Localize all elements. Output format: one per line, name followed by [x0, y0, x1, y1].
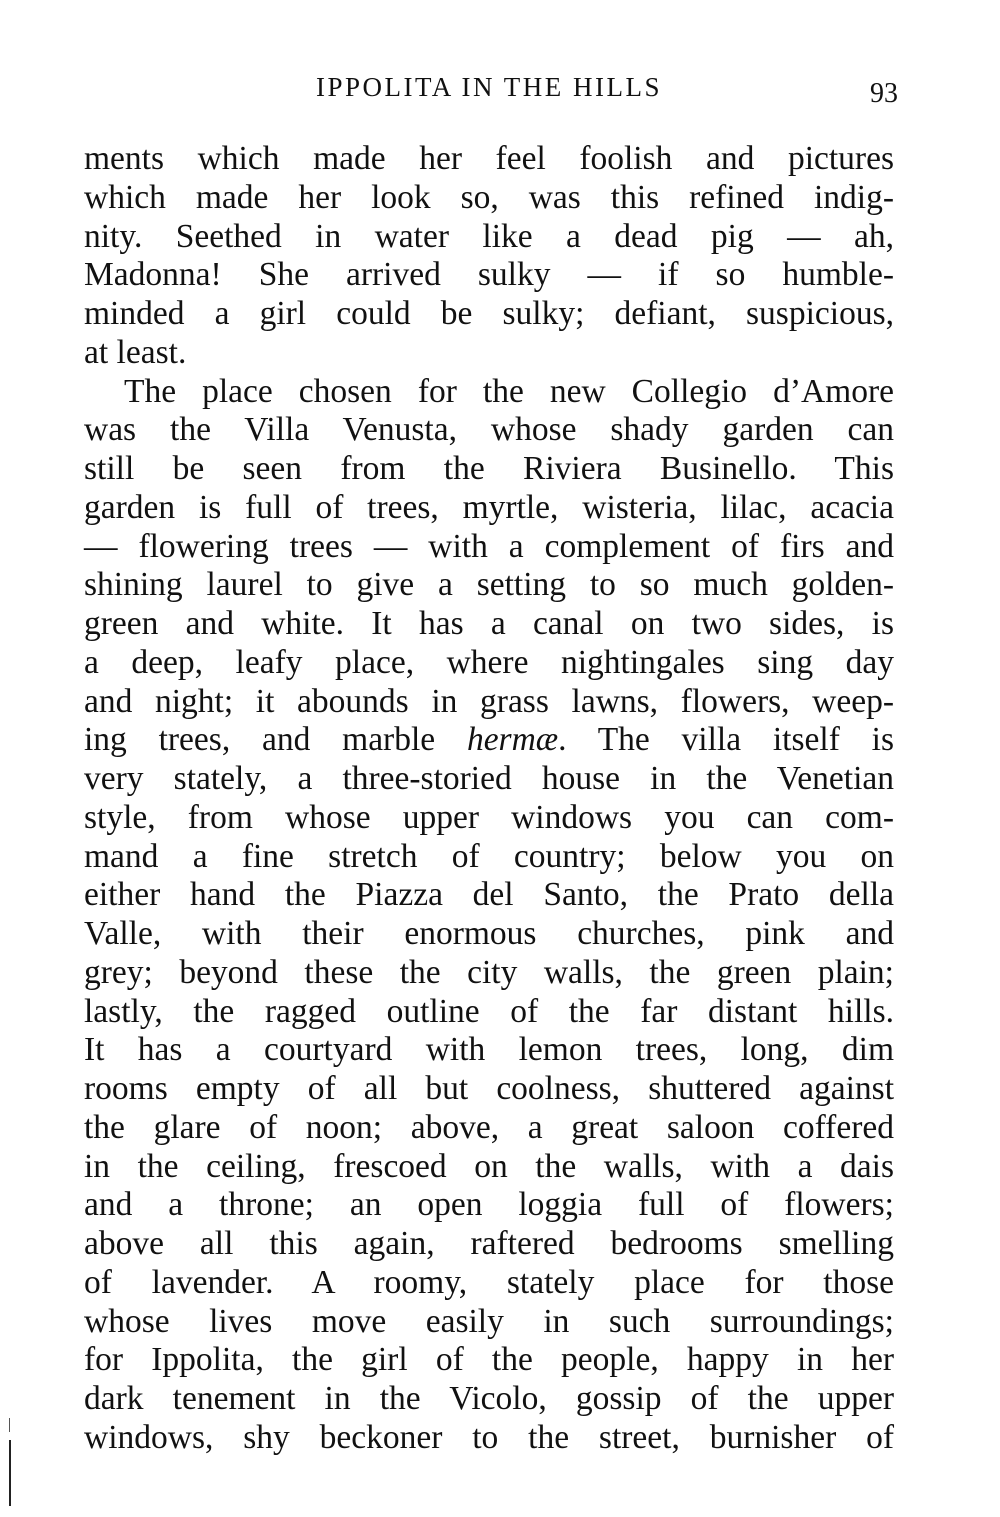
running-title: IPPOLITA IN THE HILLS — [315, 72, 663, 102]
text-line: at least. — [84, 333, 187, 371]
text-line: was the Villa Venusta, whose shady garden can — [84, 411, 894, 449]
text-line: the glare of noon; above, a great saloon coffered — [84, 1108, 894, 1146]
text-run: . The villa itself is — [558, 721, 894, 759]
body-text — [84, 140, 894, 1458]
text-line: very stately, a three-storied house in the Venetian — [84, 760, 894, 797]
text-line: for Ippolita, the girl of the people, happy in her — [84, 1341, 894, 1379]
text-line: It has a courtyard with lemon trees, long, dim — [84, 1031, 894, 1069]
text-line: still be seen from the Riviera Businello. This — [84, 450, 894, 487]
text-line: green and white. It has a canal on two sides, is — [84, 605, 894, 642]
text-line: grey; beyond these the city walls, the green plain; — [84, 953, 894, 991]
text-line: rooms empty of all but coolness, shuttered against — [84, 1070, 894, 1107]
text-line: and a throne; an open loggia full of flowers; — [84, 1186, 894, 1224]
italic-term: hermæ — [466, 721, 559, 759]
text-line: ments which made her feel foolish and pictures — [84, 140, 894, 177]
text-line: and night; it abounds in grass lawns, flowers, weep- — [84, 682, 894, 720]
text-line: The place chosen for the new Collegio d’Amore — [124, 372, 894, 410]
text-line: either hand the Piazza del Santo, the Prato della — [84, 876, 894, 914]
text-line: of lavender. A roomy, stately place for those — [84, 1263, 894, 1301]
text-line: garden is full of trees, myrtle, wisteria, lilac, acacia — [84, 488, 894, 526]
text-line: dark tenement in the Vicolo, gossip of the upper — [84, 1380, 894, 1417]
text-line: mand a fine stretch of country; below you on — [84, 837, 894, 875]
text-line: windows, shy beckoner to the street, burnisher of — [84, 1418, 894, 1456]
text-line: whose lives move easily in such surroundings; — [84, 1302, 894, 1340]
paragraph-2 — [84, 373, 894, 1458]
text-line: above all this again, raftered bedrooms smelling — [84, 1225, 894, 1262]
text-run: ing trees, and marble — [84, 721, 467, 759]
text-line: lastly, the ragged outline of the far distant hills. — [84, 992, 894, 1030]
paragraph-1 — [84, 140, 894, 373]
text-line: nity. Seethed in water like a dead pig — ah, — [84, 217, 894, 255]
scan-margin-rule — [9, 1440, 11, 1506]
text-line: in the ceiling, frescoed on the walls, with a dais — [84, 1147, 894, 1185]
scan-margin-mark — [9, 1418, 10, 1432]
text-line: a deep, leafy place, where nightingales sing day — [84, 643, 894, 681]
running-header — [84, 72, 898, 112]
text-line: shining laurel to give a setting to so much golden- — [84, 566, 894, 604]
text-line: minded a girl could be sulky; defiant, suspicious, — [84, 295, 894, 332]
text-line: — flowering trees — with a complement of firs and — [84, 527, 894, 565]
text-line: which made her look so, was this refined indig- — [84, 178, 894, 216]
text-line: Madonna! She arrived sulky — if so humble- — [84, 256, 894, 294]
text-line-with-italic — [84, 721, 894, 760]
text-line: Valle, with their enormous churches, pink and — [84, 915, 894, 952]
page-number: 93 — [870, 78, 898, 109]
text-line: style, from whose upper windows you can com- — [84, 798, 894, 836]
